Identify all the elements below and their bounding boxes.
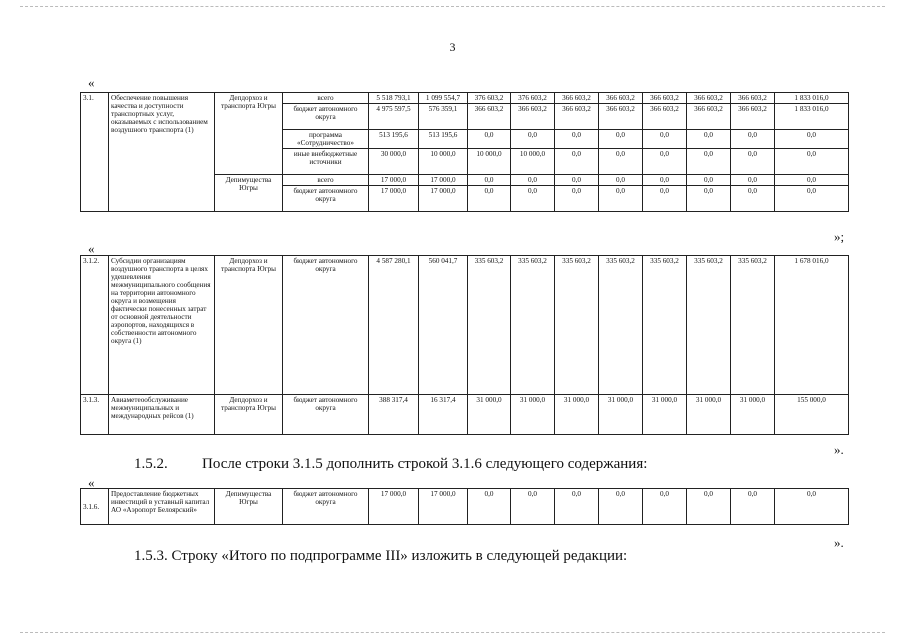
value-cell: 17 000,0 <box>369 186 419 212</box>
value-cell: 0,0 <box>687 489 731 525</box>
paragraph-1-5-2 <box>134 455 647 473</box>
value-cell: 1 833 016,0 <box>775 104 849 130</box>
measure-name: Авиаметеообслуживание межмуниципальных и международных рейсов (1) <box>109 395 215 435</box>
measure-name: Предоставление бюджетных инвестиций в уставный капитал АО «Аэропорт Белоярский» <box>109 489 215 525</box>
value-cell: 335 603,2 <box>731 256 775 395</box>
value-cell: 0,0 <box>731 149 775 175</box>
value-cell: 335 603,2 <box>599 256 643 395</box>
value-cell: 366 603,2 <box>599 93 643 104</box>
value-cell: 388 317,4 <box>369 395 419 435</box>
value-cell: 335 603,2 <box>643 256 687 395</box>
value-cell: 0,0 <box>599 186 643 212</box>
value-cell: 0,0 <box>775 186 849 212</box>
bottom-scan-edge <box>20 632 885 633</box>
value-cell: 10 000,0 <box>468 149 511 175</box>
value-cell: 17 000,0 <box>419 489 468 525</box>
row-number: 3.1.6. <box>81 489 109 525</box>
value-cell: 0,0 <box>643 489 687 525</box>
value-cell: 0,0 <box>511 186 555 212</box>
value-cell: 366 603,2 <box>468 104 511 130</box>
value-cell: 0,0 <box>599 489 643 525</box>
value-cell: 17 000,0 <box>369 489 419 525</box>
funding-source: всего <box>283 93 369 104</box>
value-cell: 0,0 <box>511 489 555 525</box>
paragraph-1-5-3: 1.5.3. Строку «Итого по подпрограмме III» изложить в следующей редакции: <box>134 548 628 564</box>
value-cell: 4 587 280,1 <box>369 256 419 395</box>
value-cell: 366 603,2 <box>731 93 775 104</box>
value-cell: 366 603,2 <box>687 104 731 130</box>
open-quote-3: « <box>88 475 95 490</box>
value-cell: 0,0 <box>731 186 775 212</box>
value-cell: 376 603,2 <box>511 93 555 104</box>
value-cell: 0,0 <box>555 149 599 175</box>
value-cell: 0,0 <box>468 130 511 149</box>
executor: Депдорхоз и транспорта Югры <box>215 256 283 395</box>
funding-source: программа «Сотрудничество» <box>283 130 369 149</box>
value-cell: 0,0 <box>643 175 687 186</box>
value-cell: 0,0 <box>687 149 731 175</box>
value-cell: 0,0 <box>643 186 687 212</box>
value-cell: 0,0 <box>555 130 599 149</box>
value-cell: 366 603,2 <box>643 104 687 130</box>
value-cell: 0,0 <box>555 175 599 186</box>
value-cell: 17 000,0 <box>419 186 468 212</box>
value-cell: 0,0 <box>731 489 775 525</box>
end-quote-dot-2: ». <box>834 535 844 550</box>
value-cell: 0,0 <box>599 130 643 149</box>
value-cell: 0,0 <box>687 130 731 149</box>
measure-name: Обеспечение повышения качества и доступности транспортных услуг, оказываемых с использованием воздушного транспорта (1) <box>109 93 215 212</box>
value-cell: 366 603,2 <box>599 104 643 130</box>
funding-source: бюджет автономного округа <box>283 186 369 212</box>
value-cell: 0,0 <box>555 489 599 525</box>
value-cell: 17 000,0 <box>369 175 419 186</box>
funding-source: всего <box>283 175 369 186</box>
measure-name: Субсидии организациям воздушного транспорта в целях удешевления межмуниципального сообщения на территории автономного округа и возмещения фактически понесенных затрат от основной деятельности аэропортов, находящихся в собственности автономного округа (1) <box>109 256 215 395</box>
value-cell: 1 678 016,0 <box>775 256 849 395</box>
value-cell: 366 603,2 <box>643 93 687 104</box>
row-number: 3.1. <box>81 93 109 212</box>
paragraph-text: После строки 3.1.5 дополнить строкой 3.1.6 следующего содержания: <box>202 456 648 472</box>
executor: Депимущества Югры <box>215 175 283 212</box>
value-cell: 335 603,2 <box>555 256 599 395</box>
value-cell: 0,0 <box>687 175 731 186</box>
table-row <box>81 395 849 435</box>
value-cell: 155 000,0 <box>775 395 849 435</box>
executor: Депдорхоз и транспорта Югры <box>215 93 283 175</box>
value-cell: 0,0 <box>775 175 849 186</box>
value-cell: 513 195,6 <box>369 130 419 149</box>
value-cell: 1 099 554,7 <box>419 93 468 104</box>
value-cell: 366 603,2 <box>555 104 599 130</box>
end-quote-semicolon: »; <box>834 229 845 244</box>
value-cell: 0,0 <box>731 175 775 186</box>
value-cell: 0,0 <box>468 175 511 186</box>
value-cell: 0,0 <box>468 489 511 525</box>
value-cell: 31 000,0 <box>555 395 599 435</box>
funding-source: бюджет автономного округа <box>283 489 369 525</box>
value-cell: 0,0 <box>468 186 511 212</box>
funding-source: иные внебюджетные источники <box>283 149 369 175</box>
value-cell: 31 000,0 <box>511 395 555 435</box>
executor: Депимущества Югры <box>215 489 283 525</box>
funding-source: бюджет автономного округа <box>283 104 369 130</box>
value-cell: 30 000,0 <box>369 149 419 175</box>
table-row <box>81 489 849 525</box>
value-cell: 31 000,0 <box>468 395 511 435</box>
value-cell: 366 603,2 <box>731 104 775 130</box>
funding-source: бюджет автономного округа <box>283 395 369 435</box>
value-cell: 31 000,0 <box>643 395 687 435</box>
value-cell: 31 000,0 <box>687 395 731 435</box>
value-cell: 17 000,0 <box>419 175 468 186</box>
value-cell: 4 975 597,5 <box>369 104 419 130</box>
value-cell: 366 603,2 <box>555 93 599 104</box>
value-cell: 335 603,2 <box>511 256 555 395</box>
value-cell: 16 317,4 <box>419 395 468 435</box>
table-rows-3-1-2-3 <box>80 255 849 435</box>
value-cell: 576 359,1 <box>419 104 468 130</box>
value-cell: 0,0 <box>643 130 687 149</box>
open-quote-1: « <box>88 75 95 90</box>
value-cell: 0,0 <box>555 186 599 212</box>
value-cell: 0,0 <box>775 130 849 149</box>
value-cell: 335 603,2 <box>468 256 511 395</box>
top-scan-edge <box>20 6 885 7</box>
value-cell: 0,0 <box>731 130 775 149</box>
value-cell: 0,0 <box>511 130 555 149</box>
value-cell: 0,0 <box>687 186 731 212</box>
value-cell: 31 000,0 <box>599 395 643 435</box>
end-quote-dot-1: ». <box>834 442 844 457</box>
value-cell: 560 041,7 <box>419 256 468 395</box>
table-row-3-1 <box>80 92 849 212</box>
row-number: 3.1.3. <box>81 395 109 435</box>
page-number: 3 <box>449 40 456 54</box>
open-quote-2: « <box>88 241 95 256</box>
funding-source: бюджет автономного округа <box>283 256 369 395</box>
table-row-3-1-6 <box>80 488 849 525</box>
value-cell: 513 195,6 <box>419 130 468 149</box>
paragraph-number: 1.5.2. <box>134 456 168 472</box>
value-cell: 376 603,2 <box>468 93 511 104</box>
value-cell: 0,0 <box>511 175 555 186</box>
value-cell: 10 000,0 <box>419 149 468 175</box>
value-cell: 5 518 793,1 <box>369 93 419 104</box>
value-cell: 366 603,2 <box>687 93 731 104</box>
value-cell: 1 833 016,0 <box>775 93 849 104</box>
value-cell: 0,0 <box>599 175 643 186</box>
value-cell: 0,0 <box>643 149 687 175</box>
row-number: 3.1.2. <box>81 256 109 395</box>
value-cell: 0,0 <box>775 149 849 175</box>
value-cell: 0,0 <box>775 489 849 525</box>
table-row <box>81 256 849 395</box>
executor: Депдорхоз и транспорта Югры <box>215 395 283 435</box>
value-cell: 366 603,2 <box>511 104 555 130</box>
table-row <box>81 93 849 104</box>
value-cell: 31 000,0 <box>731 395 775 435</box>
value-cell: 335 603,2 <box>687 256 731 395</box>
value-cell: 10 000,0 <box>511 149 555 175</box>
value-cell: 0,0 <box>599 149 643 175</box>
